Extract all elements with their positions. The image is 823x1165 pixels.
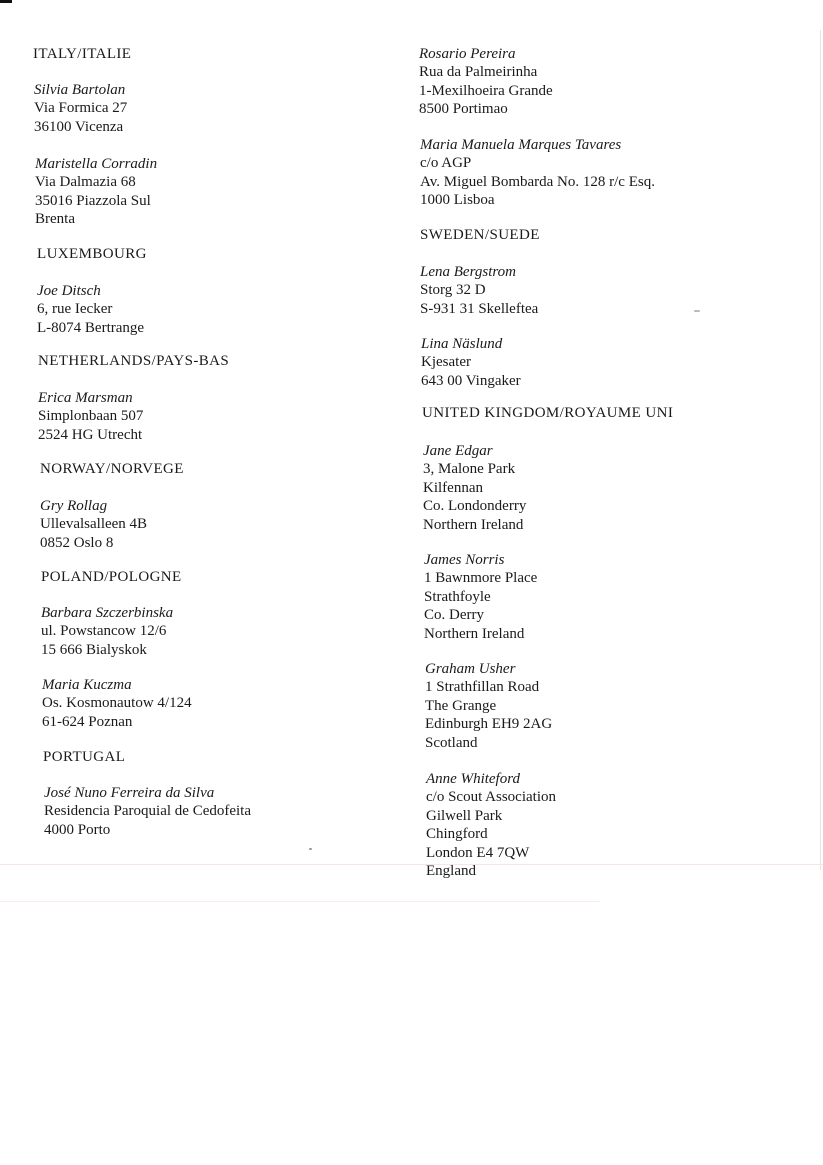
contact-name: Lena Bergstrom: [420, 264, 516, 280]
address-line: Simplonbaan 507: [38, 408, 144, 425]
section-heading-netherlands: NETHERLANDS/PAYS-BAS: [38, 353, 230, 369]
contact-name: Erica Marsman: [38, 390, 133, 406]
section-heading-sweden: SWEDEN/SUEDE: [420, 227, 540, 243]
address-line: Edinburgh EH9 2AG: [425, 716, 553, 733]
address-line: Kjesater: [421, 354, 471, 371]
contact-name: Maria Manuela Marques Tavares: [420, 137, 622, 153]
contact-name: Silvia Bartolan: [34, 82, 126, 98]
address-line: Via Dalmazia 68: [35, 174, 136, 191]
address-entry: [425, 660, 552, 752]
address-line: Northern Ireland: [424, 625, 525, 642]
address-line: Strathfoyle: [424, 588, 491, 605]
address-line: Storg 32 D: [420, 282, 486, 299]
contact-name: Barbara Szczerbinska: [41, 605, 174, 621]
contact-name: Maria Kuczma: [42, 677, 132, 693]
address-entry: [419, 45, 553, 119]
address-entry: [37, 282, 144, 337]
address-entry: [42, 676, 192, 731]
address-entry: [424, 551, 537, 643]
address-line: 1-Mexilhoeira Grande: [419, 82, 553, 99]
address-line: Co. Londonderry: [423, 498, 527, 515]
address-line: Gilwell Park: [426, 807, 503, 824]
address-entry: [41, 604, 173, 659]
address-line: Scotland: [425, 734, 478, 751]
address-line: Brenta: [35, 211, 75, 228]
address-line: 3, Malone Park: [423, 461, 516, 478]
address-line: ul. Powstancow 12/6: [41, 623, 167, 640]
address-line: 36100 Vicenza: [34, 118, 124, 135]
address-entry: [423, 442, 526, 534]
address-line: 1 Strathfillan Road: [425, 679, 540, 696]
address-line: 1 Bawnmore Place: [424, 570, 538, 587]
address-line: Residencia Paroquial de Cedofeita: [44, 803, 252, 820]
contact-name: Gry Rollag: [40, 498, 108, 514]
address-line: 2524 HG Utrecht: [38, 426, 143, 443]
address-entry: [420, 136, 655, 210]
address-entry: [420, 263, 538, 318]
address-line: The Grange: [425, 697, 497, 714]
address-line: 0852 Oslo 8: [40, 534, 114, 551]
address-line: 8500 Portimao: [419, 101, 508, 118]
contact-name: Joe Ditsch: [37, 283, 101, 299]
scan-speck: [309, 848, 312, 850]
contact-name: José Nuno Ferreira da Silva: [44, 785, 215, 801]
address-entry: [421, 335, 521, 390]
address-line: 15 666 Bialyskok: [41, 641, 147, 658]
address-line: 643 00 Vingaker: [421, 372, 521, 389]
address-line: L-8074 Bertrange: [37, 319, 145, 336]
address-entry: [34, 81, 127, 136]
address-entry: [44, 784, 251, 839]
contact-name: Rosario Pereira: [419, 46, 516, 62]
address-line: London E4 7QW: [426, 844, 530, 861]
address-entry: [40, 497, 147, 552]
address-line: 4000 Porto: [44, 821, 111, 838]
address-line: Av. Miguel Bombarda No. 128 r/c Esq.: [420, 173, 655, 190]
address-line: Via Formica 27: [34, 100, 128, 117]
page-edge-shadow: [820, 30, 821, 870]
address-line: Northern Ireland: [423, 516, 524, 533]
contact-name: James Norris: [424, 552, 505, 568]
page-corner-mark: [0, 0, 12, 3]
section-heading-norway: NORWAY/NORVEGE: [40, 461, 184, 477]
scan-speck: [694, 310, 700, 312]
address-line: England: [426, 863, 476, 880]
address-line: 35016 Piazzola Sul: [35, 192, 151, 209]
address-line: Os. Kosmonautow 4/124: [42, 695, 192, 712]
address-line: 61-624 Poznan: [42, 713, 133, 730]
section-heading-united-kingdom: UNITED KINGDOM/ROYAUME UNI: [422, 405, 674, 421]
address-line: Ullevalsalleen 4B: [40, 516, 148, 533]
address-line: c/o AGP: [420, 155, 472, 172]
contact-name: Graham Usher: [425, 661, 516, 677]
address-line: Kilfennan: [423, 479, 483, 496]
scan-artifact-line: [0, 901, 600, 902]
contact-name: Jane Edgar: [423, 443, 493, 459]
section-heading-luxembourg: LUXEMBOURG: [37, 246, 147, 262]
section-heading-italy: ITALY/ITALIE: [33, 46, 132, 62]
address-line: Co. Derry: [424, 607, 484, 624]
contact-name: Lina Näslund: [421, 336, 503, 352]
address-line: c/o Scout Association: [426, 789, 556, 806]
address-line: Chingford: [426, 826, 488, 843]
address-line: 6, rue Iecker: [37, 301, 113, 318]
address-line: S-931 31 Skelleftea: [420, 300, 539, 317]
section-heading-portugal: PORTUGAL: [43, 749, 126, 765]
address-line: Rua da Palmeirinha: [419, 64, 538, 81]
address-entry: [35, 155, 157, 229]
address-line: 1000 Lisboa: [420, 192, 495, 209]
section-heading-poland: POLAND/POLOGNE: [41, 569, 182, 585]
contact-name: Maristella Corradin: [35, 156, 158, 172]
contact-name: Anne Whiteford: [426, 771, 521, 787]
scan-artifact-line: [0, 864, 823, 865]
address-entry: [426, 770, 556, 880]
address-entry: [38, 389, 143, 444]
